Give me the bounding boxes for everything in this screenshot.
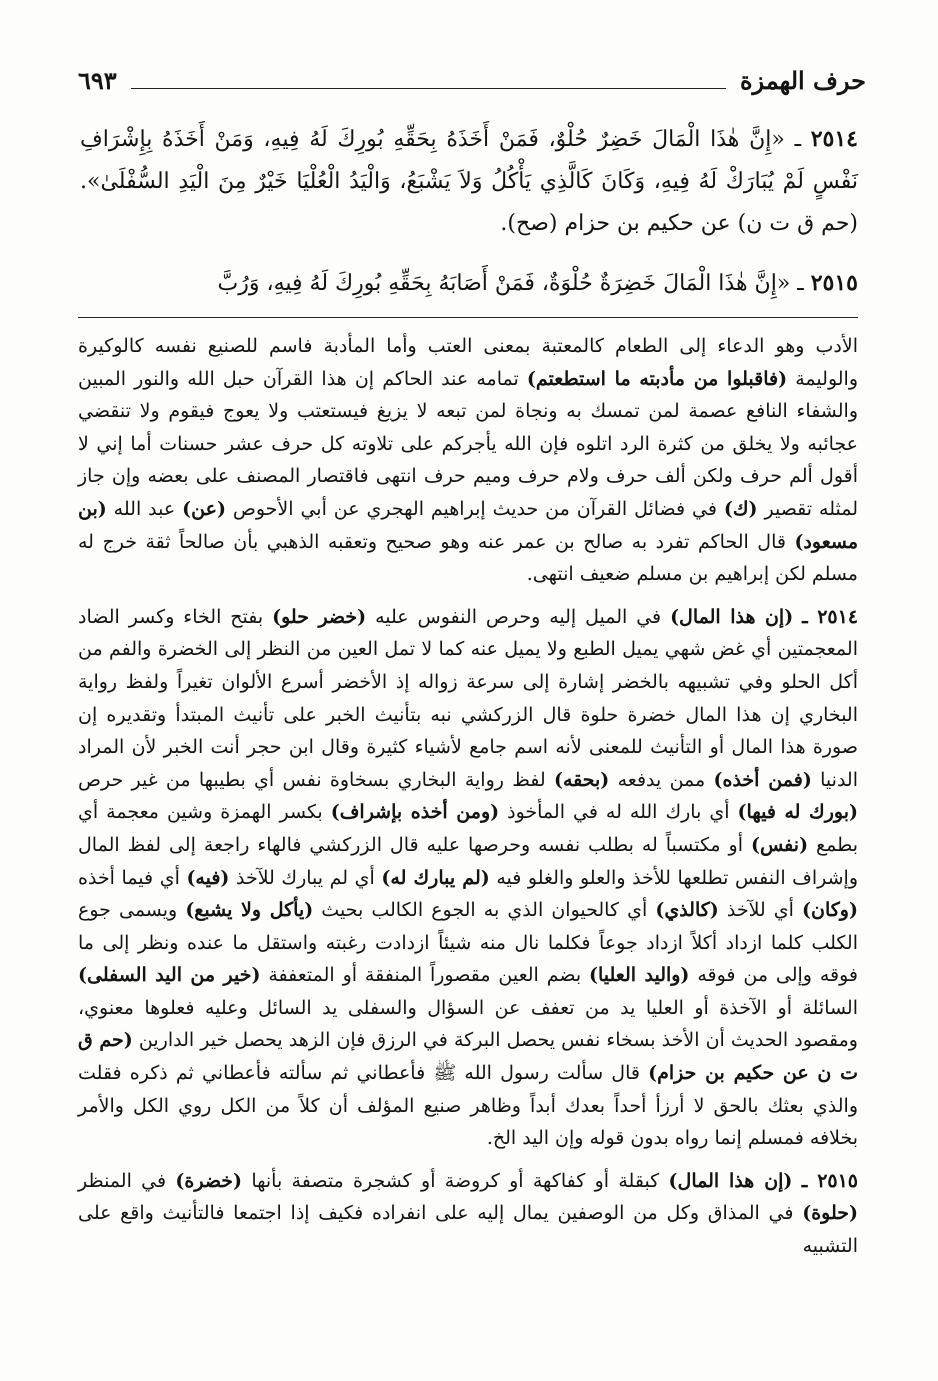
commentary-quote: (واليد العليا) [589,964,690,987]
commentary-text: بكسر الهمزة وشين معجمة أي بطمع [78,801,858,856]
commentary-number: ٢٥١٤ ـ [802,605,859,628]
page-header [78,58,866,98]
commentary-quote: (فيه) [186,866,230,889]
commentary-text: في فضائل القرآن من حديث إبراهيم الهجري عن أبي الأحوص [225,497,724,520]
commentary-text: ممن يدفعه [609,768,714,791]
hadith-number: ٢٥١٥ [810,270,858,296]
commentary-quote: (خضرة) [175,1169,243,1192]
commentary-text: قال سألت رسول الله ﷺ فأعطاني ثم سألته فأعطاني ثم ذكره فقلت والذي بعثك بالحق لا أرزأ أحداً بعدك أبداً وظاهر صنيع المؤلف أن كلاً من الكل روي الكل والأمر بخلافه فمسلم إنما رواه بدون قوله وإن اليد الخ. [78,1062,858,1150]
commentary-text: قال الحاكم تفرد به صالح بن عمر عنه وهو صحيح وتعقبه الذهبي بأن صالحاً ثقة خرج له مسلم لكن إبراهيم بن مسلم ضعيف انتهى. [78,530,858,586]
header-rule [131,88,726,89]
commentary-quote: (ومن أخذه بإشراف) [330,801,500,824]
commentary-text: كبقلة أو كفاكهة أو كروضة أو كشجرة متصفة بأنها [242,1169,669,1192]
commentary-text: عبد الله [106,497,183,520]
commentary-text: أي بارك الله له في المأخوذ [499,801,738,824]
commentary-text: لفظ رواية البخاري بسخاوة نفس أي بطيبها من غير حرص [78,768,554,791]
commentary-quote: (لم يبارك له) [381,866,490,889]
commentary-quote: (إن هذا المال) [670,605,794,628]
commentary-quote: (وكان) [802,899,858,922]
commentary-number: ٢٥١٥ ـ [801,1169,859,1192]
commentary-quote: (فاقبلوا من مأدبته ما استطعتم) [526,367,788,390]
commentary-text: تمامه عند الحاكم إن هذا القرآن حبل الله والنور المبين والشفاء النافع عصمة لمن تمسك به ونجاة لمن تبعه لا يزيغ فيستعتب ولا يعوج فيقوم ولا تنقضي عجائبه ولا يخلق من كثرة الرد اتلوه فإن الله يأجركم على تلاوته كل حرف عشر حسنات أما إني لا أقول ألم حرف ولكن ألف حرف ولام حرف وميم حرف انتهى فاقتصار المصنف على بعضه وإن جاز لمثله تقصير [78,367,858,520]
commentary-quote: (بن مسعود) [78,497,858,553]
commentary-quote: (إن هذا المال) [668,1169,793,1192]
hadith-text: «إِنَّ هٰذَا الْمَالَ خَضِرَةٌ حُلْوَةٌ، فَمَنْ أَصَابَهُ بِحَقِّهِ بُورِكَ لَهُ فِيهِ، وَرُبَّ [217,271,791,296]
commentary-quote: (حم ق ت ن عن حكيم بن حزام) [78,1029,858,1085]
commentary-text: بضم العين مقصوراً المنفقة أو المتعففة [260,964,589,987]
commentary [78,330,858,1263]
commentary-paragraph-intro [78,330,858,591]
commentary-text: أي للآخذ [718,899,803,922]
commentary-text: في الميل إليه وحرص النفوس عليه [366,605,671,628]
commentary-quote: (كالذي) [655,899,719,922]
commentary-text: في المنظر [78,1169,176,1192]
commentary-text: أو مكتسباً له بطلب نفسه وحرصها عليه قال الزركشي فالهاء راجعة إلى لفظ المال وإشراف النفس تطلعها للأخذ والعلو والغلو فيه [78,833,859,889]
commentary-quote: (حلوة) [802,1202,858,1225]
commentary-text: أي فيما أخذه [78,866,187,889]
commentary-quote: (بحقه) [553,768,610,791]
hadith-number: ٢٥١٤ [810,126,858,152]
commentary-paragraph-2515 [78,1165,858,1263]
hadith-source: (حم ق ت ن) عن حكيم بن حزام (صح). [500,211,858,236]
commentary-text: السائلة أو الآخذة أو العليا يد من تعفف عن السؤال والسفلى يد السائل وعليه فعلوها معنوي، ومقصود الحديث أن الأخذ بسخاء نفس يحصل البركة في الرزق فإن الزهد يحصل خير الدارين [78,996,858,1052]
commentary-paragraph-2514 [78,601,858,1155]
commentary-text: بفتح الخاء وكسر الضاد المعجمتين أي غض شهي يميل الطبع ولا يميل عنه كما لا تمل العين من النظر إلى الخضرة والفم من أكل الحلو وفي تشبيهه بالخضر إشارة إلى سرعة زواله إذ الأخضر أسرع الألوان تغيراً ولفظ رواية البخاري إن هذا المال خضرة حلوة قال الزركشي نبه بتأنيث الخبر على تأنيث المبتدأ وتقديره إن صورة هذا المال أو التأنيث للمعنى لأنه اسم جامع لأشياء كثيرة وقال ابن حجر أنت الخبر لأن المراد الدنيا [78,605,858,791]
commentary-quote: (يأكل ولا يشبع) [185,899,314,922]
hadith-2515: ٢٥١٥ ـ «إِنَّ هٰذَا الْمَالَ خَضِرَةٌ حُلْوَةٌ، فَمَنْ أَصَابَهُ بِحَقِّهِ بُورِكَ لَهُ فِيهِ، وَرُبَّ [217,270,858,296]
commentary-quote: (خضر حلو) [272,605,367,628]
hadith-text: «إِنَّ هٰذَا الْمَالَ خَضِرٌ حُلْوٌ، فَمَنْ أَخَذَهُ بِحَقِّهِ بُورِكَ لَهُ فِيهِ، وَمَنْ أَخَذَهُ بِإِشْرَافِ نَفْسٍ لَمْ يُبَارَكْ لَهُ فِيهِ، وَكَانَ كَالَّذِي يَأْكُلُ وَلاَ يَشْبَعُ، وَالْيَدُ الْعُلْيَا خَيْرٌ مِنَ الْيَدِ السُّفْلَىٰ». [80,127,858,194]
commentary-text: أي كالحيوان الذي به الجوع الكالب بحيث [313,899,656,922]
commentary-text: في المذاق وكل من الوصفين يمال إليه على انفراده فكيف إذا اجتمعا فالتأنيث واقع على التشبيه [78,1202,858,1258]
commentary-text: الأدب وهو الدعاء إلى الطعام كالمعتبة بمعنى العتب وأما المأدبة فاسم للصنيع نفسه كالوكيرة والوليمة [78,335,858,390]
commentary-text: أي لم يبارك للآخذ [229,866,382,889]
footnote-divider [78,317,858,318]
commentary-quote: (خير من اليد السفلى) [78,964,261,987]
commentary-text: ويسمى جوع الكلب كلما ازداد أكلاً ازداد جوعاً فكلما نال منه شيئاً ازدادت رغبته واستقل ما عنده ونظر إلى ما فوقه وإلى من فوقه [78,899,858,987]
commentary-quote: (ك) [723,497,758,520]
commentary-quote: (نفس) [750,833,809,856]
commentary-quote: (فمن أخذه) [713,768,812,791]
hadith-2514: ٢٥١٤ ـ «إِنَّ هٰذَا الْمَالَ خَضِرٌ حُلْوٌ، فَمَنْ أَخَذَهُ بِحَقِّهِ بُورِكَ لَهُ فِيهِ، وَمَنْ أَخَذَهُ بِإِشْرَافِ نَفْسٍ لَمْ يُبَارَكْ لَهُ فِيهِ، وَكَانَ كَالَّذِي يَأْكُلُ وَلاَ يَشْبَعُ، وَالْيَدُ الْعُلْيَا خَيْرٌ مِنَ الْيَدِ السُّفْلَىٰ». (حم ق ت ن) عن حكيم بن حزام (صح). [80,126,858,236]
running-title: حرف الهمزة [739,66,866,95]
page-number: ٦٩٣ [78,66,117,95]
commentary-quote: (عن) [182,497,226,520]
commentary-quote: (بورك له فيها) [737,801,858,824]
